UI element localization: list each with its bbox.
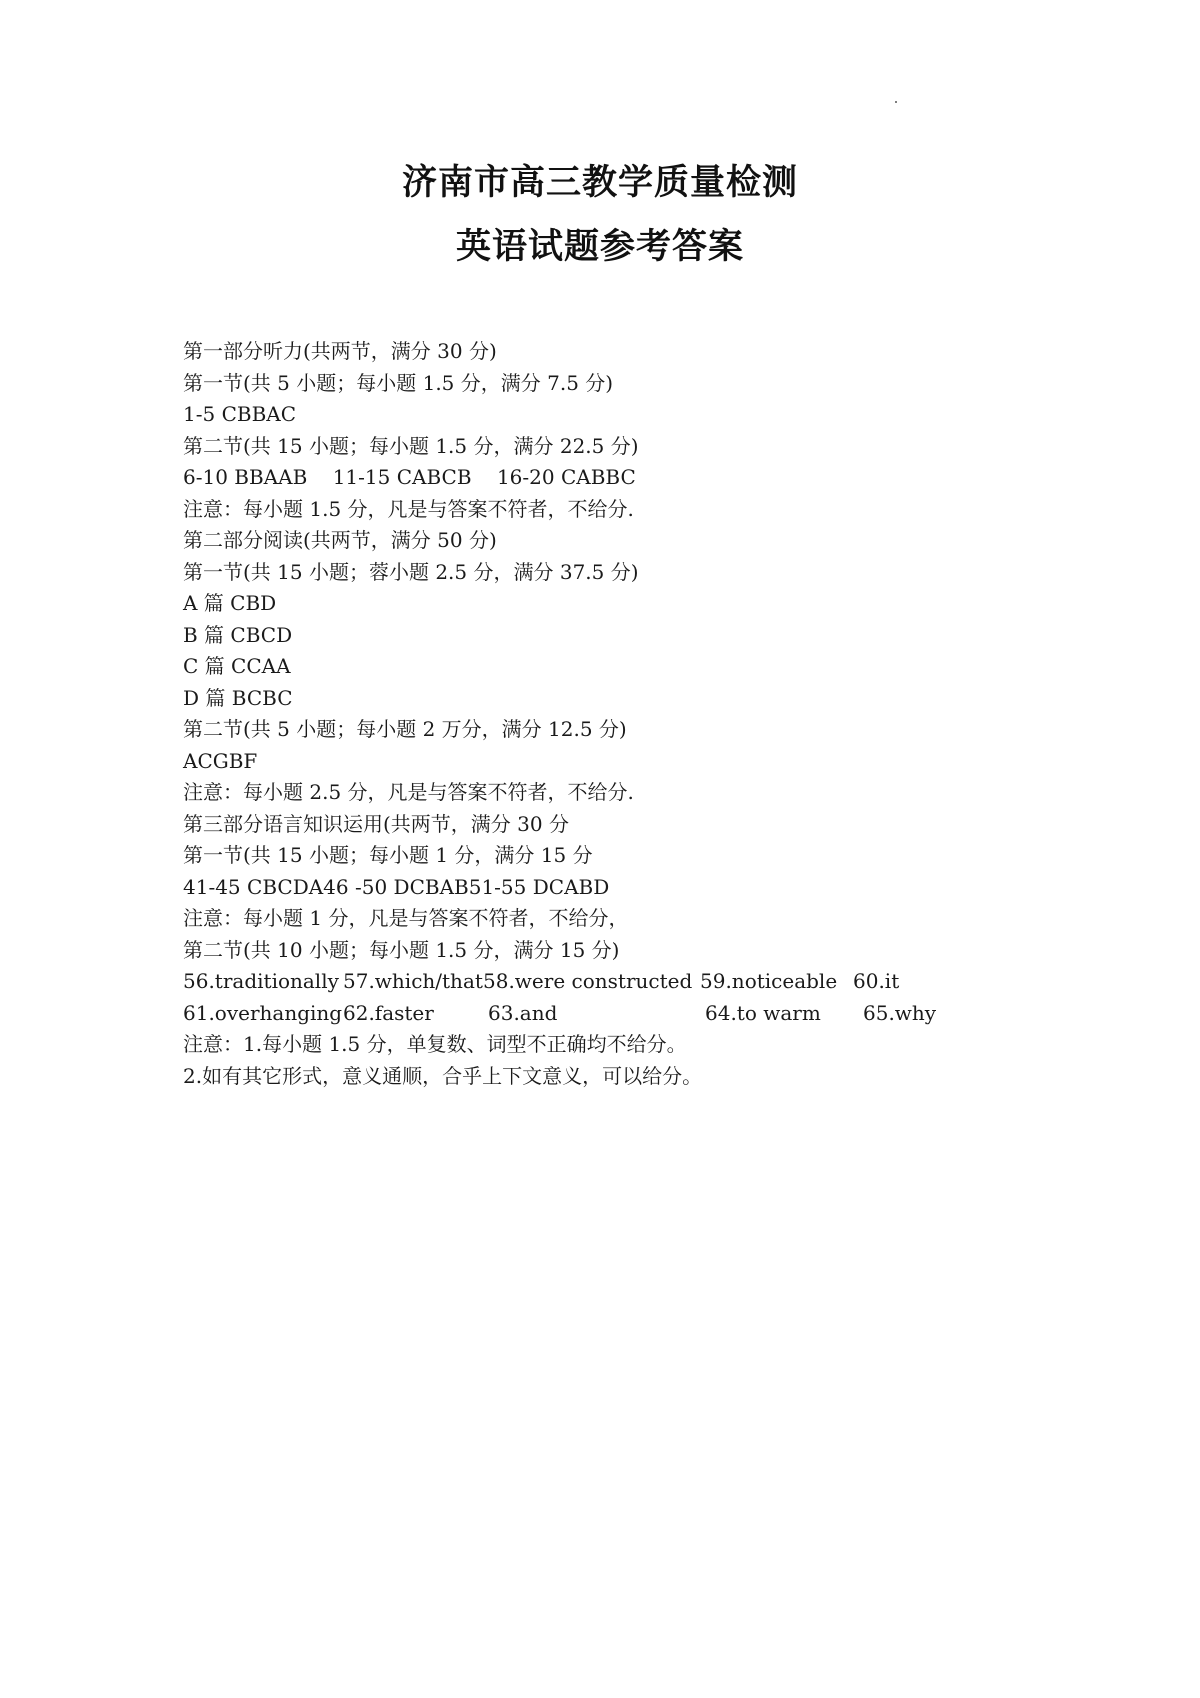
- document-subtitle: 英语试题参考答案: [455, 227, 744, 267]
- section-heading-reading: 第二部分阅读(共两节，满分 50 分): [183, 528, 497, 552]
- final-note-1: 注意：1.每小题 1.5 分，单复数、词型不正确均不给分。: [183, 1032, 687, 1056]
- reading-passage-a: A 篇 CBD: [183, 591, 277, 615]
- language-part1-note: 注意：每小题 1 分，凡是与答案不符者，不给分，: [183, 906, 629, 930]
- reading-part2-heading: 第二节(共 5 小题；每小题 2 万分，满分 12.5 分): [183, 717, 627, 741]
- answer-63: 63.and: [488, 1000, 558, 1025]
- reading-passage-b: B 篇 CBCD: [183, 622, 293, 647]
- listening-part1-heading: 第一节(共 5 小题；每小题 1.5 分，满分 7.5 分): [183, 370, 614, 395]
- answer-60: 60.it: [853, 969, 900, 993]
- answer-65: 65.why: [863, 1000, 937, 1025]
- reading-part2-answers: ACGBF: [183, 748, 258, 773]
- answer-62: 62.faster: [343, 1000, 434, 1025]
- language-part2-heading: 第二节(共 10 小题；每小题 1.5 分，满分 15 分): [183, 937, 620, 962]
- reading-passage-d: D 篇 BCBC: [183, 685, 293, 710]
- language-part1-answers: 41-45 CBCDA46 -50 DCBAB51-55 DCABD: [183, 874, 610, 899]
- listening-part2-answers: 6-10 BBAAB 11-15 CABCB 16-20 CABBC: [183, 465, 636, 489]
- answer-64: 64.to warm: [705, 1000, 821, 1025]
- reading-part1-heading: 第一节(共 15 小题；蓉小题 2.5 分，满分 37.5 分): [183, 559, 639, 584]
- answer-61: 61.overhanging: [183, 1000, 343, 1025]
- section-heading-language-use: 第三部分语言知识运用(共两节，满分 30 分: [183, 811, 569, 836]
- listening-part1-answers: 1-5 CBBAC: [183, 402, 297, 426]
- section-heading-listening: 第一部分听力(共两节，满分 30 分): [183, 339, 497, 363]
- answer-59: 59.noticeable: [700, 969, 838, 993]
- listening-part2-heading: 第二节(共 15 小题；每小题 1.5 分，满分 22.5 分): [183, 433, 639, 458]
- listening-note: 注意：每小题 1.5 分，凡是与答案不符者，不给分.: [183, 496, 634, 521]
- document-title: 济南市高三教学质量检测: [401, 163, 798, 203]
- answer-58: 58.were constructed: [483, 969, 693, 993]
- answer-body: [183, 336, 1083, 1092]
- reading-note: 注意：每小题 2.5 分，凡是与答案不符者，不给分.: [183, 780, 634, 804]
- scan-speck: [895, 101, 897, 103]
- answer-56: 56.traditionally: [183, 969, 339, 993]
- final-note-2: 2.如有其它形式，意义通顺，合乎上下文意义，可以给分。: [183, 1063, 703, 1088]
- answer-57: 57.which/that: [343, 969, 483, 993]
- fill-in-answers-row-1: [183, 966, 1083, 998]
- language-part1-heading: 第一节(共 15 小题；每小题 1 分，满分 15 分: [183, 843, 593, 867]
- fill-in-answers-row-2: [183, 998, 1083, 1030]
- reading-passage-c: C 篇 CCAA: [183, 654, 291, 678]
